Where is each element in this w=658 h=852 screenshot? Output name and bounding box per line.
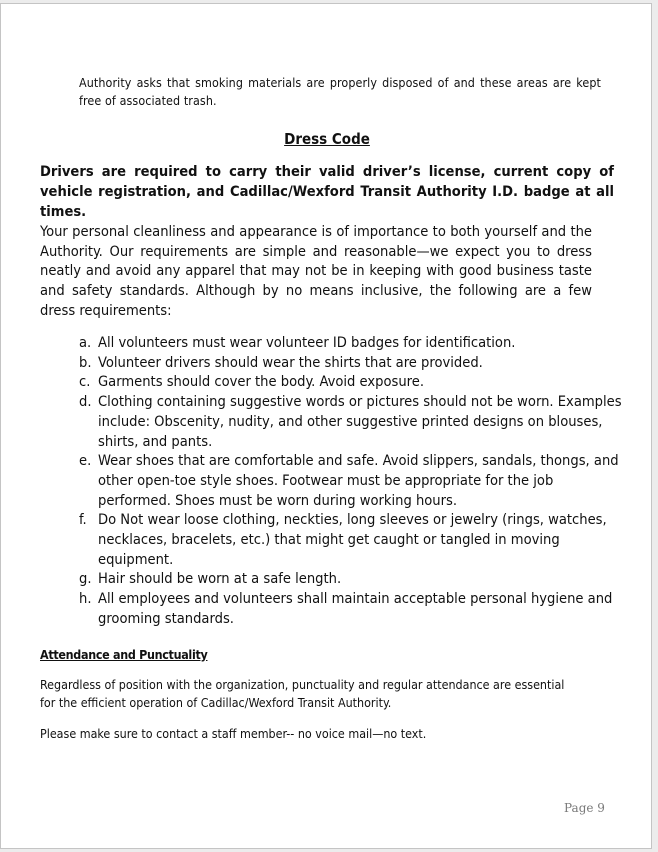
list-marker: c.	[79, 373, 91, 391]
list-item-text: Volunteer drivers should wear the shirts that are provided.	[98, 353, 483, 371]
list-item-text: Clothing containing suggestive words or pictures should not be worn. Examples include: Obscenity, nudity, and other suggestive printed designs on blouses, shirts, and pants.	[98, 393, 622, 450]
list-item	[79, 569, 624, 589]
intro-paragraph: Authority asks that smoking materials are properly disposed of and these areas are kept free of associated trash.	[79, 75, 601, 108]
list-marker: a.	[79, 334, 92, 351]
list-marker: g.	[79, 570, 92, 588]
attendance-title: Attendance and Punctuality	[40, 647, 208, 662]
contact-note: Please make sure to contact a staff member-- no voice mail—no text.	[40, 726, 427, 741]
list-marker: b.	[79, 353, 92, 371]
list-item	[79, 451, 624, 510]
list-item-text: Hair should be worn at a safe length.	[98, 570, 342, 588]
list-item	[79, 392, 624, 451]
list-marker: e.	[79, 452, 92, 470]
document-page	[0, 3, 652, 849]
attendance-paragraph: Regardless of position with the organization, punctuality and regular attendance are essential for the efficient operation of Cadillac/Wexford Transit Authority.	[40, 677, 565, 710]
list-marker: f.	[79, 511, 87, 529]
dress-code-title: Dress Code	[284, 130, 370, 148]
list-item	[79, 333, 624, 353]
drivers-license-notice: Drivers are required to carry their valid driver’s license, current copy of vehicle registration, and Cadillac/Wexford Transit Authority I.D. badge at all times.	[40, 163, 614, 220]
dress-code-paragraph: Your personal cleanliness and appearance is of importance to both yourself and the Authority. Our requirements are simple and reasonable—we expect you to dress neatly and avoid any apparel that may not be in keeping with good business taste and safety standards. Although by no means inclusive, the following are a few dress requirements:	[40, 223, 592, 319]
list-item	[79, 589, 624, 628]
list-item	[79, 372, 624, 392]
list-item-text: Wear shoes that are comfortable and safe. Avoid slippers, sandals, thongs, and other open-toe style shoes. Footwear must be appropriate for the job performed. Shoes must be worn during working hours.	[98, 452, 619, 509]
list-marker: d.	[79, 393, 92, 411]
list-item-text: Do Not wear loose clothing, neckties, long sleeves or jewelry (rings, watches, necklaces, bracelets, etc.) that might get caught or tangled in moving equipment.	[98, 511, 607, 568]
list-item	[79, 353, 624, 373]
list-item-text: All employees and volunteers shall maintain acceptable personal hygiene and grooming standards.	[98, 590, 613, 627]
page-number: Page 9	[564, 801, 605, 815]
dress-requirements-list	[79, 333, 624, 629]
list-marker: h.	[79, 590, 92, 608]
list-item-text: All volunteers must wear volunteer ID badges for identification.	[98, 334, 516, 351]
list-item	[79, 510, 624, 569]
list-item-text: Garments should cover the body. Avoid exposure.	[98, 373, 425, 391]
